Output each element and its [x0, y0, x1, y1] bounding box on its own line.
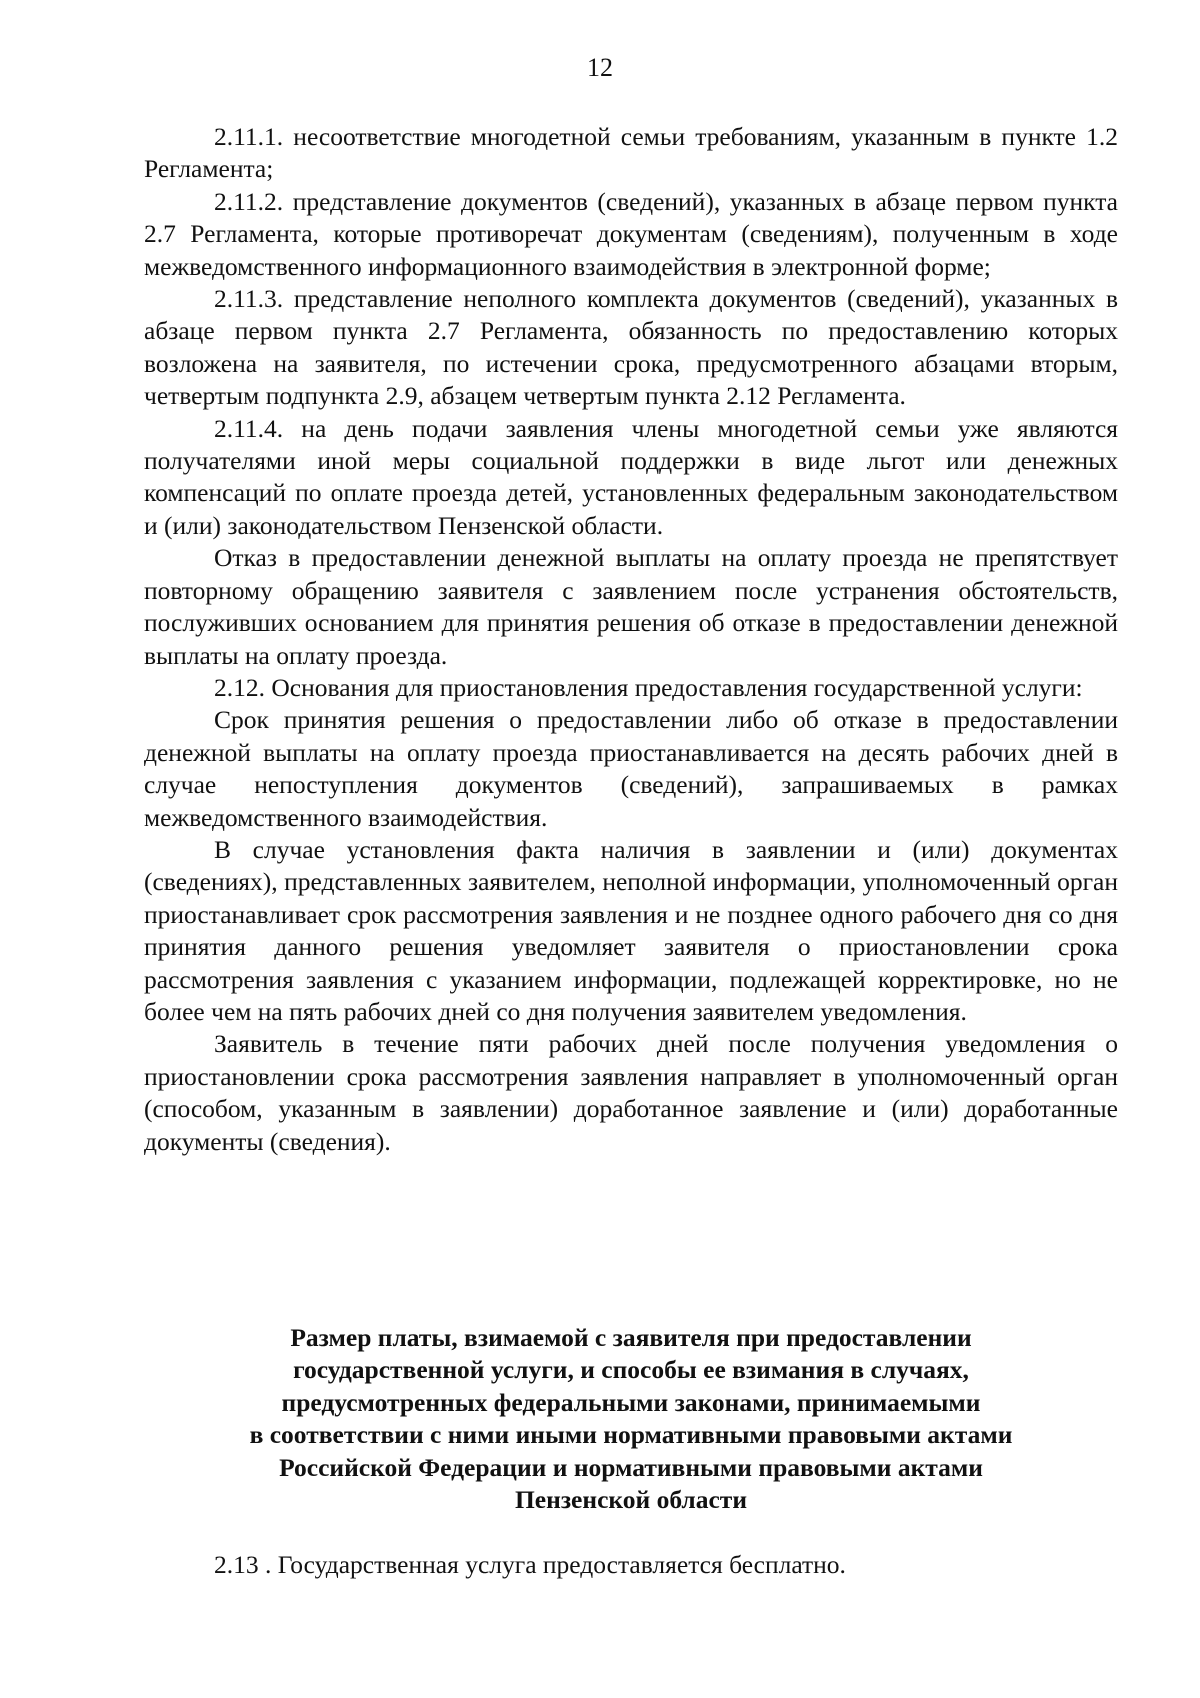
- paragraph-2-11-2: 2.11.2. представление документов (сведений), указанных в абзаце первом пункта 2.7 Регламента, которые противоречат документам (сведениям), полученным в ходе межведомственного информационного взаимодействия в электронной форме;: [144, 186, 1118, 281]
- paragraph-2-11-1: 2.11.1. несоответствие многодетной семьи требованиям, указанным в пункте 1.2 Регламента;: [144, 122, 1118, 184]
- section-heading: [144, 1322, 1118, 1516]
- paragraph-2-12: 2.12. Основания для приостановления предоставления государственной услуги:: [214, 672, 1083, 702]
- paragraph-suspension-term: Срок принятия решения о предоставлении либо об отказе в предоставлении денежной выплаты на оплату проезда приостанавливается на десять рабочих дней в случае непоступления документов (сведений), запрашиваемых в рамках межведомственного взаимодействия.: [144, 705, 1118, 832]
- paragraph-incomplete-info: В случае установления факта наличия в заявлении и (или) документах (сведениях), представленных заявителем, неполной информации, уполномоченный орган приостанавливает срок рассмотрения заявления и не позднее одного рабочего дня со дня принятия данного решения уведомляет заявителя о приостановлении срока рассмотрения заявления с указанием информации, подлежащей корректировке, но не более чем на пять рабочих дней со дня получения заявителем уведомления.: [144, 834, 1118, 1026]
- paragraph-2-11-3: 2.11.3. представление неполного комплекта документов (сведений), указанных в абзаце первом пункта 2.7 Регламента, обязанность по предоставлению которых возложена на заявителя, по истечении срока, предусмотренного абзацами вторым, четвертым подпункта 2.9, абзацем четвертым пункта 2.12 Регламента.: [144, 284, 1118, 411]
- body-text: [144, 121, 1118, 1158]
- section-heading-line: Размер платы, взимаемой с заявителя при предоставлении: [290, 1323, 972, 1352]
- section-heading-line: Российской Федерации и нормативными правовыми актами: [279, 1452, 983, 1482]
- paragraph-refusal-note: Отказ в предоставлении денежной выплаты на оплату проезда не препятствует повторному обращению заявителя с заявлением после устранения обстоятельств, послуживших основанием для принятия решения об отказе в предоставлении денежной выплаты на оплату проезда.: [144, 543, 1118, 670]
- section-heading-line: Пензенской области: [514, 1485, 748, 1515]
- paragraph-applicant-response: Заявитель в течение пяти рабочих дней после получения уведомления о приостановлении срока рассмотрения заявления направляет в уполномоченный орган (способом, указанным в заявлении) доработанное заявление и (или) доработанные документы (сведения).: [144, 1029, 1118, 1156]
- section-heading-line: в соответствии с ними иными нормативными правовыми актами: [249, 1420, 1013, 1450]
- paragraph-2-13: 2.13 . Государственная услуга предоставляется бесплатно.: [214, 1550, 846, 1579]
- section-heading-line: государственной услуги, и способы ее взимания в случаях,: [293, 1355, 969, 1385]
- section-heading-line: предусмотренных федеральными законами, принимаемыми: [281, 1387, 981, 1417]
- page-number: 12: [587, 53, 613, 82]
- paragraph-2-11-4: 2.11.4. на день подачи заявления члены многодетной семьи уже являются получателями иной меры социальной поддержки в виде льгот или денежных компенсаций по оплате проезда детей, установленных федеральным законодательством и (или) законодательством Пензенской области.: [144, 413, 1118, 540]
